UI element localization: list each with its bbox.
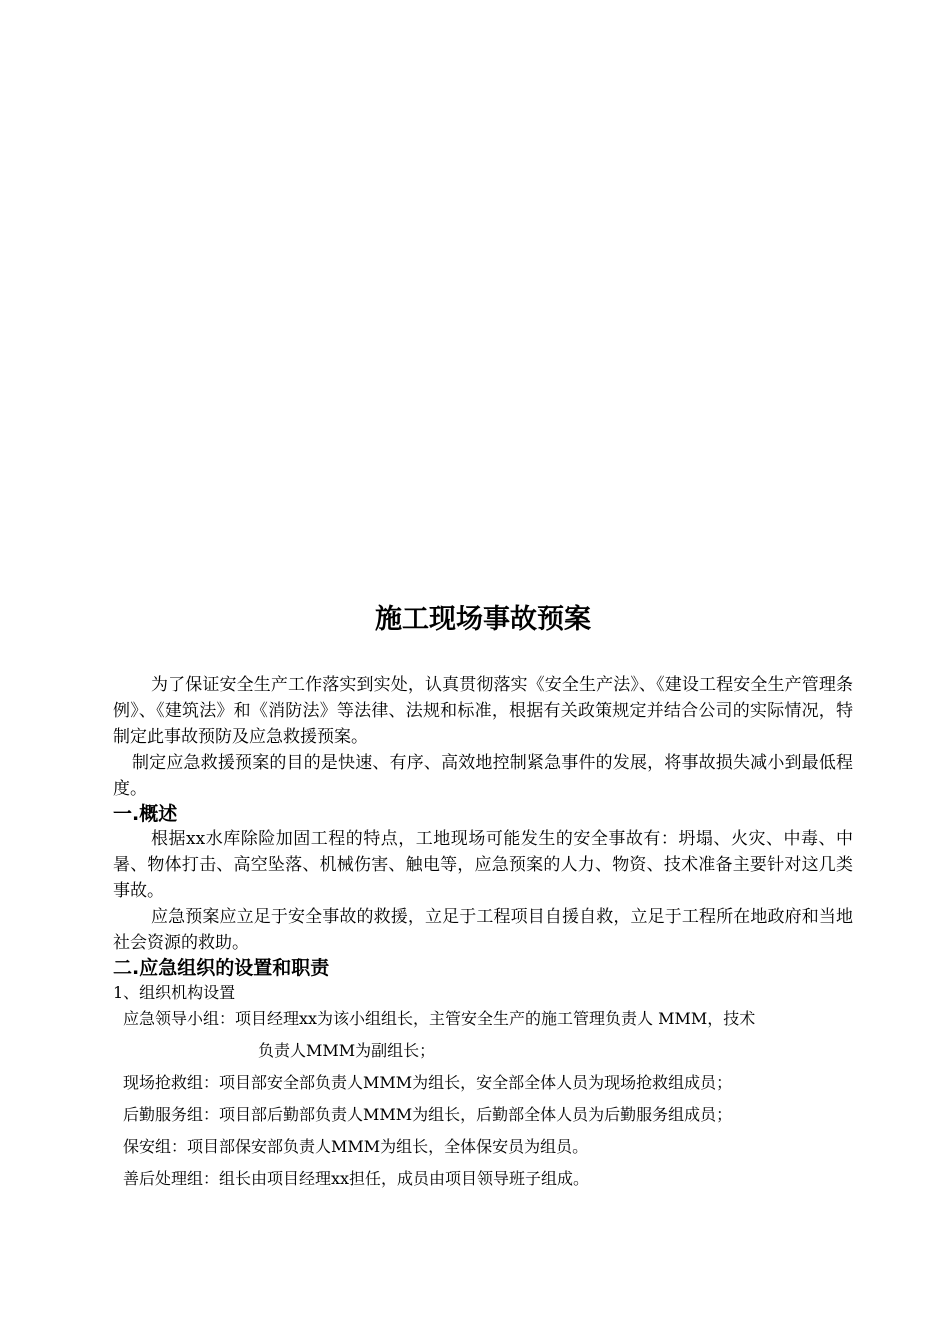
subsection-heading: 1、组织机构设置 bbox=[113, 983, 236, 1002]
document-title: 施工现场事故预案 bbox=[375, 604, 591, 635]
org-group-item-continued: 负责人MMM为副组长； bbox=[258, 1041, 436, 1060]
section-heading-organization: 二.应急组织的设置和职责 bbox=[113, 957, 330, 979]
org-group-item: 后勤服务组：项目部后勤部负责人MMM为组长，后勤部全体人员为后勤服务组成员； bbox=[123, 1105, 733, 1124]
overview-paragraph: 应急预案应立足于安全事故的救援，立足于工程项目自援自救，立足于工程所在地政府和当地社会资源的救助。 bbox=[113, 907, 853, 953]
intro-paragraph: 制定应急救援预案的目的是快速、有序、高效地控制紧急事件的发展，将事故损失减小到最低程度。 bbox=[113, 753, 853, 799]
org-group-item: 保安组：项目部保安部负责人MMM为组长，全体保安员为组员。 bbox=[123, 1137, 589, 1156]
organization-list bbox=[113, 1003, 858, 1195]
intro-paragraph: 为了保证安全生产工作落实到实处，认真贯彻落实《安全生产法》、《建设工程安全生产管理条例》、《建筑法》和《消防法》等法律、法规和标准，根据有关政策规定并结合公司的实际情况，特制定此事故预防及应急救援预案。 bbox=[113, 675, 853, 747]
overview-paragraph: 根据xx水库除险加固工程的特点，工地现场可能发生的安全事故有：坍塌、火灾、中毒、中暑、物体打击、高空坠落、机械伤害、触电等，应急预案的人力、物资、技术准备主要针对这几类事故。 bbox=[113, 829, 853, 901]
section-heading-overview: 一.概述 bbox=[113, 803, 178, 825]
document-body bbox=[113, 672, 853, 1006]
org-group-item: 现场抢救组：项目部安全部负责人MMM为组长，安全部全体人员为现场抢救组成员； bbox=[123, 1073, 733, 1092]
org-group-item: 应急领导小组：项目经理xx为该小组组长，主管安全生产的施工管理负责人 MMM，技术 bbox=[123, 1009, 756, 1028]
org-group-item: 善后处理组：组长由项目经理xx担任，成员由项目领导班子组成。 bbox=[123, 1169, 590, 1188]
